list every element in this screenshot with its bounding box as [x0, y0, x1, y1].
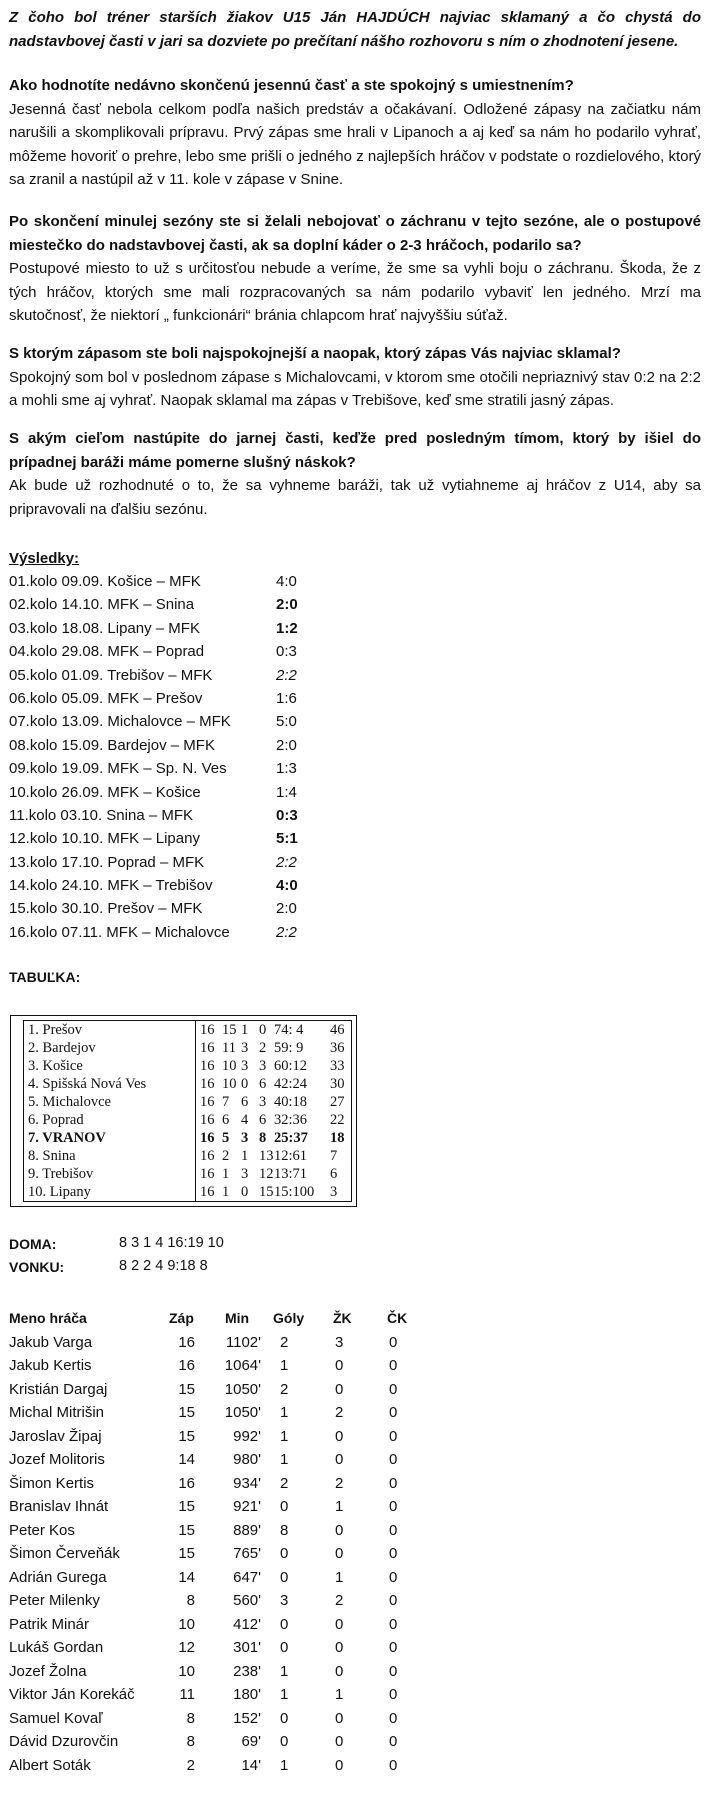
player-row	[9, 1331, 429, 1355]
match-score: 2:2	[276, 853, 297, 871]
player-matches: 15	[178, 1498, 195, 1515]
match-label: 14.kolo 24.10. MFK – Trebišov	[9, 877, 213, 895]
match-label: 05.kolo 01.09. Trebišov – MFK	[9, 666, 213, 684]
player-row	[9, 1660, 429, 1684]
question: S akým cieľom nastúpite do jarnej časti, keďže pred posledným tímom, ktorý by išiel do prípadnej baráži máme pomerne slušný náskok?	[9, 430, 701, 471]
match-label: 16.kolo 07.11. MFK – Michalovce	[9, 923, 230, 941]
goal-score: 42:24	[274, 1076, 308, 1092]
player-red-cards: 0	[389, 1427, 398, 1445]
draws: 1	[241, 1148, 249, 1164]
match-score: 0:3	[276, 643, 297, 661]
player-minutes: 980'	[233, 1451, 261, 1468]
player-yellow-cards: 0	[335, 1380, 344, 1398]
player-matches: 8	[186, 1733, 195, 1750]
player-row	[9, 1378, 429, 1402]
player-red-cards: 0	[389, 1639, 398, 1656]
result-row	[9, 921, 409, 944]
match-score: 1:4	[276, 783, 297, 801]
points: 18	[330, 1130, 345, 1146]
goal-score: 15:100	[274, 1184, 315, 1200]
wins: 5	[222, 1130, 230, 1146]
match-score: 1:3	[276, 760, 297, 778]
team-name: 3. Košice	[28, 1058, 83, 1074]
player-yellow-cards: 1	[335, 1568, 344, 1586]
match-score: 4:0	[276, 877, 298, 895]
player-row	[9, 1425, 429, 1449]
player-name: Jaroslav Žipaj	[9, 1427, 102, 1445]
player-row	[9, 1730, 429, 1754]
question: Ako hodnotíte nedávno skončenú jesennú časť a ste spokojný s umiestnením?	[9, 77, 574, 94]
player-name: Patrik Minár	[9, 1615, 90, 1633]
player-goals: 0	[280, 1733, 289, 1750]
result-row	[9, 617, 409, 640]
player-matches: 2	[186, 1756, 195, 1774]
matches: 16	[200, 1076, 215, 1092]
player-minutes: 992'	[233, 1427, 261, 1445]
losses: 15	[259, 1184, 274, 1200]
player-yellow-cards: 2	[335, 1404, 344, 1421]
player-row	[9, 1495, 429, 1519]
match-label: 12.kolo 10.10. MFK – Lipany	[9, 830, 200, 848]
results-title: Výsledky:	[9, 550, 80, 567]
team-name: 1. Prešov	[28, 1022, 82, 1038]
result-row	[9, 664, 409, 687]
player-minutes: 1050'	[224, 1404, 261, 1421]
player-minutes: 647'	[233, 1568, 261, 1586]
league-row	[24, 1075, 351, 1094]
player-matches: 16	[178, 1357, 195, 1374]
player-name: Samuel Kovaľ	[9, 1709, 103, 1727]
goal-score: 59: 9	[274, 1040, 304, 1056]
qa-block-2	[9, 210, 701, 328]
player-matches: 15	[178, 1427, 195, 1445]
answer: Jesenná časť nebola celkom podľa našich predstáv a očakávaní. Odložené zápasy na začiatku nám narušili a skomplikovali prípravu. Prvý zápas sme hrali v Lipanoch a aj keď sa nám ho podarilo vyhrať, môžeme hovoriť o prehre, lebo sme prišli o jedného z najlepších hráčov v podstate o rozdielového, ktorý sa zranil a nastúpil až v 11. kole v zápase v Snine.	[9, 100, 701, 188]
player-row	[9, 1613, 429, 1637]
player-name: Dávid Dzurovčin	[9, 1733, 119, 1750]
match-score: 2:0	[276, 596, 298, 614]
player-yellow-cards: 0	[335, 1427, 344, 1445]
player-name: Peter Milenky	[9, 1592, 100, 1609]
points: 22	[330, 1112, 345, 1128]
player-row	[9, 1542, 429, 1566]
player-matches: 14	[178, 1568, 195, 1586]
match-score: 5:0	[276, 713, 297, 731]
qa-block-3	[9, 342, 701, 413]
player-red-cards: 0	[389, 1404, 398, 1421]
player-goals: 1	[280, 1404, 289, 1421]
match-label: 11.kolo 03.10. Snina – MFK	[9, 806, 193, 824]
team-name: 8. Snina	[28, 1148, 76, 1164]
player-red-cards: 0	[389, 1733, 398, 1750]
league-row	[24, 1039, 351, 1058]
result-row	[9, 687, 409, 710]
player-goals: 2	[280, 1333, 289, 1351]
player-row	[9, 1472, 429, 1496]
league-row	[24, 1111, 351, 1130]
result-row	[9, 593, 409, 616]
matches: 16	[200, 1148, 215, 1164]
wins: 1	[222, 1184, 230, 1200]
player-minutes: 1102'	[225, 1333, 261, 1351]
matches: 16	[200, 1040, 215, 1056]
draws: 4	[241, 1112, 249, 1128]
player-minutes: 1064'	[224, 1357, 261, 1374]
league-row	[24, 1183, 351, 1202]
player-row	[9, 1519, 429, 1543]
player-name: Albert Soták	[9, 1756, 91, 1774]
points: 6	[330, 1166, 338, 1182]
match-score: 1:6	[276, 689, 297, 707]
goal-score: 13:71	[274, 1166, 308, 1182]
wins: 10	[222, 1058, 237, 1074]
losses: 3	[259, 1058, 267, 1074]
player-yellow-cards: 0	[335, 1639, 344, 1656]
player-row	[9, 1401, 429, 1425]
team-name: 10. Lipany	[28, 1184, 91, 1200]
player-minutes: 1050'	[224, 1380, 261, 1398]
player-matches: 10	[178, 1662, 195, 1680]
losses: 8	[259, 1130, 267, 1146]
matches: 16	[200, 1022, 215, 1038]
team-name: 7. VRANOV	[28, 1130, 106, 1146]
league-row	[24, 1057, 351, 1076]
player-matches: 11	[179, 1686, 195, 1703]
match-score: 0:3	[276, 806, 298, 824]
player-minutes: 69'	[241, 1733, 261, 1750]
player-red-cards: 0	[389, 1521, 398, 1539]
player-minutes: 889'	[233, 1521, 261, 1539]
player-yellow-cards: 0	[335, 1733, 344, 1750]
match-label: 08.kolo 15.09. Bardejov – MFK	[9, 736, 215, 754]
goal-score: 74: 4	[274, 1022, 304, 1038]
player-red-cards: 0	[389, 1357, 398, 1374]
result-row	[9, 781, 409, 804]
qa-block-4	[9, 427, 701, 521]
team-name: 9. Trebišov	[28, 1166, 94, 1182]
answer: Postupové miesto to už s určitosťou nebude a veríme, že sme sa vyhli boju o záchranu. Škoda, že z tých hráčov, ktorých sme mali rozpracovaných sa nám podarilo vybaviť len jedného. Mrzí ma skutočnosť, že niektorí „ funkcionári“ bránia chlapcom hrať najvyššiu súťaž.	[9, 260, 701, 324]
player-red-cards: 0	[389, 1451, 398, 1468]
away-label: VONKU:	[9, 1259, 65, 1275]
player-matches: 16	[178, 1333, 195, 1351]
player-red-cards: 0	[389, 1498, 398, 1515]
match-label: 01.kolo 09.09. Košice – MFK	[9, 573, 201, 590]
matches: 16	[200, 1184, 215, 1200]
answer: Ak bude už rozhodnuté o to, že sa vyhneme baráži, tak už vytiahneme aj hráčov z U14, aby sa pripravovali na ďalšiu sezónu.	[9, 477, 701, 518]
player-matches: 15	[178, 1404, 195, 1421]
qa-block-1	[9, 74, 701, 192]
header-matches: Záp	[169, 1310, 194, 1326]
header-name: Meno hráča	[9, 1310, 87, 1326]
draws: 3	[241, 1058, 249, 1074]
player-row	[9, 1354, 429, 1378]
player-minutes: 180'	[233, 1686, 261, 1703]
player-name: Peter Kos	[9, 1521, 75, 1539]
match-score: 2:0	[276, 736, 297, 754]
draws: 0	[241, 1184, 249, 1200]
goal-score: 25:37	[274, 1130, 308, 1146]
player-yellow-cards: 0	[335, 1357, 344, 1374]
match-score: 4:0	[276, 573, 297, 590]
player-matches: 14	[178, 1451, 195, 1468]
player-yellow-cards: 0	[335, 1615, 344, 1633]
match-score: 2:0	[276, 900, 297, 918]
header-yellow-cards: ŽK	[333, 1310, 352, 1326]
player-goals: 1	[280, 1662, 289, 1680]
draws: 3	[241, 1166, 249, 1182]
points: 30	[330, 1076, 345, 1092]
player-goals: 1	[280, 1357, 289, 1374]
league-row	[24, 1147, 351, 1166]
player-minutes: 152'	[233, 1709, 261, 1727]
header-red-cards: ČK	[387, 1310, 408, 1326]
player-goals: 0	[280, 1498, 289, 1515]
result-row	[9, 851, 409, 874]
player-row	[9, 1448, 429, 1472]
player-yellow-cards: 3	[335, 1333, 344, 1351]
league-table	[10, 1015, 357, 1207]
points: 33	[330, 1058, 345, 1074]
player-matches: 16	[178, 1474, 195, 1492]
player-name: Adrián Gurega	[9, 1568, 107, 1586]
player-red-cards: 0	[389, 1474, 398, 1492]
player-minutes: 238'	[233, 1662, 261, 1680]
losses: 12	[259, 1166, 274, 1182]
points: 27	[330, 1094, 345, 1110]
player-goals: 1	[280, 1427, 289, 1445]
player-yellow-cards: 0	[335, 1662, 344, 1680]
player-goals: 0	[280, 1615, 289, 1633]
player-yellow-cards: 0	[335, 1545, 344, 1562]
player-yellow-cards: 0	[335, 1709, 344, 1727]
player-row	[9, 1707, 429, 1731]
away-record: 8 2 2 4 9:18 8	[119, 1258, 208, 1274]
match-score: 1:2	[276, 619, 298, 637]
player-minutes: 921'	[233, 1498, 261, 1515]
player-minutes: 560'	[233, 1592, 261, 1609]
player-goals: 2	[280, 1474, 289, 1492]
player-goals: 1	[280, 1451, 289, 1468]
player-row	[9, 1566, 429, 1590]
players-stats-table	[9, 1307, 429, 1777]
player-red-cards: 0	[389, 1568, 398, 1586]
player-yellow-cards: 0	[335, 1451, 344, 1468]
points: 3	[330, 1184, 338, 1200]
player-row	[9, 1589, 429, 1613]
losses: 2	[259, 1040, 267, 1056]
losses: 13	[259, 1148, 274, 1164]
player-row	[9, 1636, 429, 1660]
team-name: 2. Bardejov	[28, 1040, 96, 1056]
home-label: DOMA:	[9, 1236, 57, 1252]
player-yellow-cards: 1	[335, 1498, 344, 1515]
header-goals: Góly	[273, 1310, 305, 1326]
player-name: Jozef Molitoris	[9, 1451, 105, 1468]
player-name: Jozef Žolna	[9, 1662, 87, 1680]
goal-score: 40:18	[274, 1094, 308, 1110]
player-matches: 15	[178, 1545, 195, 1562]
league-row	[24, 1093, 351, 1112]
wins: 10	[222, 1076, 237, 1092]
match-label: 02.kolo 14.10. MFK – Snina	[9, 596, 195, 614]
team-name: 4. Spišská Nová Ves	[28, 1076, 147, 1092]
draws: 3	[241, 1040, 249, 1056]
losses: 6	[259, 1076, 267, 1092]
league-table-inner	[23, 1020, 352, 1202]
draws: 1	[241, 1022, 249, 1038]
matches: 16	[200, 1130, 215, 1146]
player-yellow-cards: 0	[335, 1521, 344, 1539]
match-label: 07.kolo 13.09. Michalovce – MFK	[9, 713, 231, 731]
question: Po skončení minulej sezóny ste si želali nebojovať o záchranu v tejto sezóne, ale o postupové miestečko do nadstavbovej časti, ak sa doplní káder o 2-3 hráčoch, podarilo sa?	[9, 213, 701, 254]
goal-score: 12:61	[274, 1148, 308, 1164]
points: 36	[330, 1040, 345, 1056]
result-row	[9, 640, 409, 663]
player-name: Michal Mitrišin	[9, 1404, 105, 1421]
player-yellow-cards: 0	[335, 1756, 344, 1774]
player-name: Viktor Ján Korekáč	[9, 1686, 135, 1703]
match-label: 15.kolo 30.10. Prešov – MFK	[9, 900, 203, 918]
draws: 0	[241, 1076, 249, 1092]
player-red-cards: 0	[389, 1380, 398, 1398]
player-red-cards: 0	[389, 1333, 398, 1351]
team-name: 6. Poprad	[28, 1112, 84, 1128]
player-name: Jakub Kertis	[9, 1357, 92, 1374]
match-label: 03.kolo 18.08. Lipany – MFK	[9, 619, 200, 637]
player-matches: 15	[178, 1521, 195, 1539]
player-matches: 10	[178, 1615, 195, 1633]
player-red-cards: 0	[389, 1545, 398, 1562]
matches: 16	[200, 1112, 215, 1128]
result-row	[9, 827, 409, 850]
player-yellow-cards: 1	[335, 1686, 344, 1703]
player-goals: 3	[280, 1592, 289, 1609]
player-matches: 15	[178, 1380, 195, 1398]
result-row	[9, 710, 409, 733]
points: 46	[330, 1022, 345, 1038]
player-goals: 1	[280, 1756, 289, 1774]
wins: 7	[222, 1094, 230, 1110]
player-goals: 8	[280, 1521, 289, 1539]
goal-score: 60:12	[274, 1058, 308, 1074]
player-yellow-cards: 2	[335, 1592, 344, 1609]
losses: 6	[259, 1112, 267, 1128]
player-goals: 0	[280, 1639, 289, 1656]
player-red-cards: 0	[389, 1615, 398, 1633]
result-row	[9, 757, 409, 780]
wins: 2	[222, 1148, 230, 1164]
result-row	[9, 804, 409, 827]
player-name: Šimon Kertis	[9, 1474, 95, 1492]
match-label: 04.kolo 29.08. MFK – Poprad	[9, 643, 205, 661]
league-row	[24, 1129, 351, 1148]
player-minutes: 14'	[241, 1756, 261, 1774]
player-minutes: 765'	[233, 1545, 261, 1562]
result-row	[9, 734, 409, 757]
header-minutes: Min	[225, 1310, 250, 1326]
match-score: 2:2	[276, 923, 297, 941]
wins: 1	[222, 1166, 230, 1182]
match-label: 06.kolo 05.09. MFK – Prešov	[9, 689, 203, 707]
home-record: 8 3 1 4 16:19 10	[119, 1235, 224, 1251]
player-row	[9, 1754, 429, 1778]
player-name: Branislav Ihnát	[9, 1498, 109, 1515]
player-name: Kristián Dargaj	[9, 1380, 108, 1398]
player-goals: 2	[280, 1380, 289, 1398]
team-name: 5. Michalovce	[28, 1094, 111, 1110]
losses: 0	[259, 1022, 267, 1038]
players-header-row	[9, 1307, 429, 1331]
wins: 15	[222, 1022, 237, 1038]
match-score: 2:2	[276, 666, 297, 684]
losses: 3	[259, 1094, 267, 1110]
player-goals: 0	[280, 1709, 289, 1727]
answer: Spokojný som bol v poslednom zápase s Michalovcami, v ktorom sme otočili nepriaznivý stav 0:2 na 2:2 a mohli sme aj vyhrať. Naopak sklamal ma zápas v Trebišove, keď sme stratili jasný zápas.	[9, 368, 701, 409]
player-name: Jakub Varga	[9, 1333, 93, 1351]
player-name: Lukáš Gordan	[9, 1639, 104, 1656]
player-minutes: 412'	[233, 1615, 261, 1633]
intro-paragraph: Z čoho bol tréner starších žiakov U15 Ján HAJDÚCH najviac sklamaný a čo chystá do nadstavbovej časti v jari sa dozviete po prečítaní nášho rozhovoru s ním o zhodnotení jesene.	[9, 9, 701, 50]
draws: 3	[241, 1130, 249, 1146]
player-red-cards: 0	[389, 1662, 398, 1680]
player-minutes: 301'	[233, 1639, 261, 1656]
league-row	[24, 1165, 351, 1184]
player-goals: 0	[280, 1545, 289, 1562]
results-list	[9, 570, 409, 944]
table-title: TABUĽKA:	[9, 969, 81, 985]
player-goals: 1	[280, 1686, 289, 1703]
match-label: 10.kolo 26.09. MFK – Košice	[9, 783, 201, 801]
result-row	[9, 570, 409, 593]
draws: 6	[241, 1094, 249, 1110]
league-row	[24, 1021, 351, 1040]
matches: 16	[200, 1094, 215, 1110]
matches: 16	[200, 1166, 215, 1182]
goal-score: 32:36	[274, 1112, 308, 1128]
player-yellow-cards: 2	[335, 1474, 344, 1492]
player-red-cards: 0	[389, 1592, 398, 1609]
player-red-cards: 0	[389, 1686, 398, 1703]
player-matches: 12	[178, 1639, 195, 1656]
player-matches: 8	[186, 1709, 195, 1727]
player-red-cards: 0	[389, 1709, 398, 1727]
player-matches: 8	[186, 1592, 195, 1609]
question: S ktorým zápasom ste boli najspokojnejší a naopak, ktorý zápas Vás najviac sklamal?	[9, 345, 621, 362]
player-name: Šimon Červeňák	[9, 1545, 120, 1562]
player-goals: 0	[280, 1568, 289, 1586]
wins: 11	[222, 1040, 236, 1056]
player-row	[9, 1683, 429, 1707]
result-row	[9, 874, 409, 897]
matches: 16	[200, 1058, 215, 1074]
wins: 6	[222, 1112, 230, 1128]
match-label: 09.kolo 19.09. MFK – Sp. N. Ves	[9, 760, 227, 778]
match-label: 13.kolo 17.10. Poprad – MFK	[9, 853, 205, 871]
match-score: 5:1	[276, 830, 298, 848]
result-row	[9, 897, 409, 920]
player-red-cards: 0	[389, 1756, 398, 1774]
player-minutes: 934'	[233, 1474, 261, 1492]
points: 7	[330, 1148, 338, 1164]
